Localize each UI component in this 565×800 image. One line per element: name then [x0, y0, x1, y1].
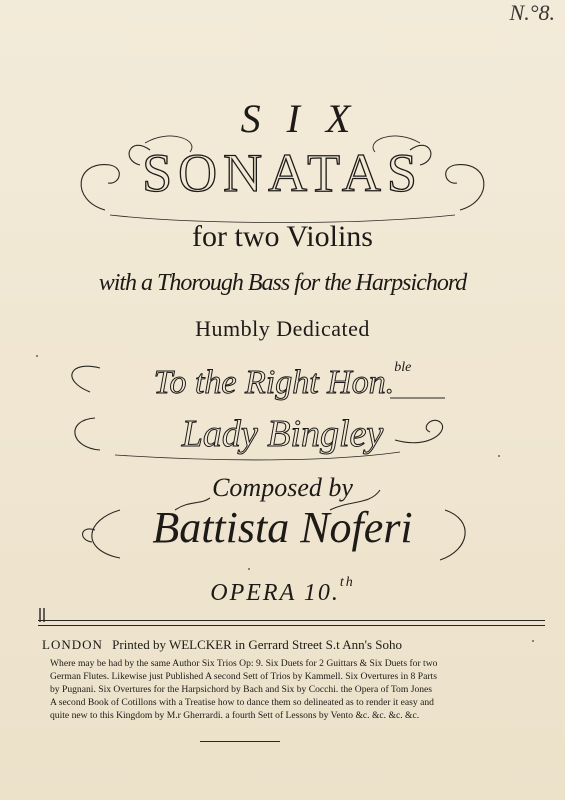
title-sonatas: SONATAS	[142, 143, 423, 203]
divider-rule	[38, 625, 545, 626]
catalog-number: N.°8.	[509, 0, 555, 25]
dedication-honorific	[0, 360, 565, 402]
honorific-text: To the Right Hon.	[153, 364, 395, 401]
dedication-intro: Humbly Dedicated	[195, 316, 370, 341]
advertisement-line: Where may be had by the same Author Six Trios Op: 9. Six Duets for 2 Guittars & Six Duets for two	[50, 658, 438, 669]
title-six: SIX	[240, 96, 377, 141]
title-continuo: with a Thorough Bass for the Harpsichord	[98, 270, 467, 296]
opus-text: OPERA 10.	[210, 580, 340, 606]
advertisement-line: by Pugnani. Six Overtures for the Harpsichord by Bach and Six by Cocchi. the Opera of Tom Jones	[50, 684, 433, 695]
paper-speck	[248, 568, 250, 570]
opus-number	[0, 575, 565, 607]
publisher-imprint	[42, 637, 402, 653]
opus-superscript: th	[339, 575, 355, 590]
dedicatee-name: Lady Bingley	[181, 413, 384, 455]
composed-by-label: Composed by	[212, 473, 353, 502]
composer-name: Battista Noferi	[152, 503, 413, 552]
closing-rule	[200, 741, 280, 742]
title-instrumentation: for two Violins	[192, 220, 373, 253]
paper-speck	[532, 640, 534, 642]
paper-speck	[36, 355, 38, 357]
honorific-superscript: ble	[394, 360, 412, 375]
advertisement-line: quite new to this Kingdom by M.r Gherrardi. a fourth Sett of Lessons by Vento &c. &c. &c. &c.	[50, 710, 420, 721]
publisher-advertisement	[50, 657, 525, 722]
divider-rule	[38, 620, 545, 621]
imprint-text: Printed by WELCKER in Gerrard Street S.t Ann's Soho	[112, 637, 403, 652]
advertisement-line: A second Book of Cotillons with a Treatise how to dance them so delineated as to render it easy and	[50, 697, 434, 708]
imprint-city: LONDON	[42, 637, 103, 652]
advertisement-line: German Flutes. Likewise just Published A second Sett of Trios by Kammell. Six Overtures in 8 Parts	[50, 671, 437, 682]
